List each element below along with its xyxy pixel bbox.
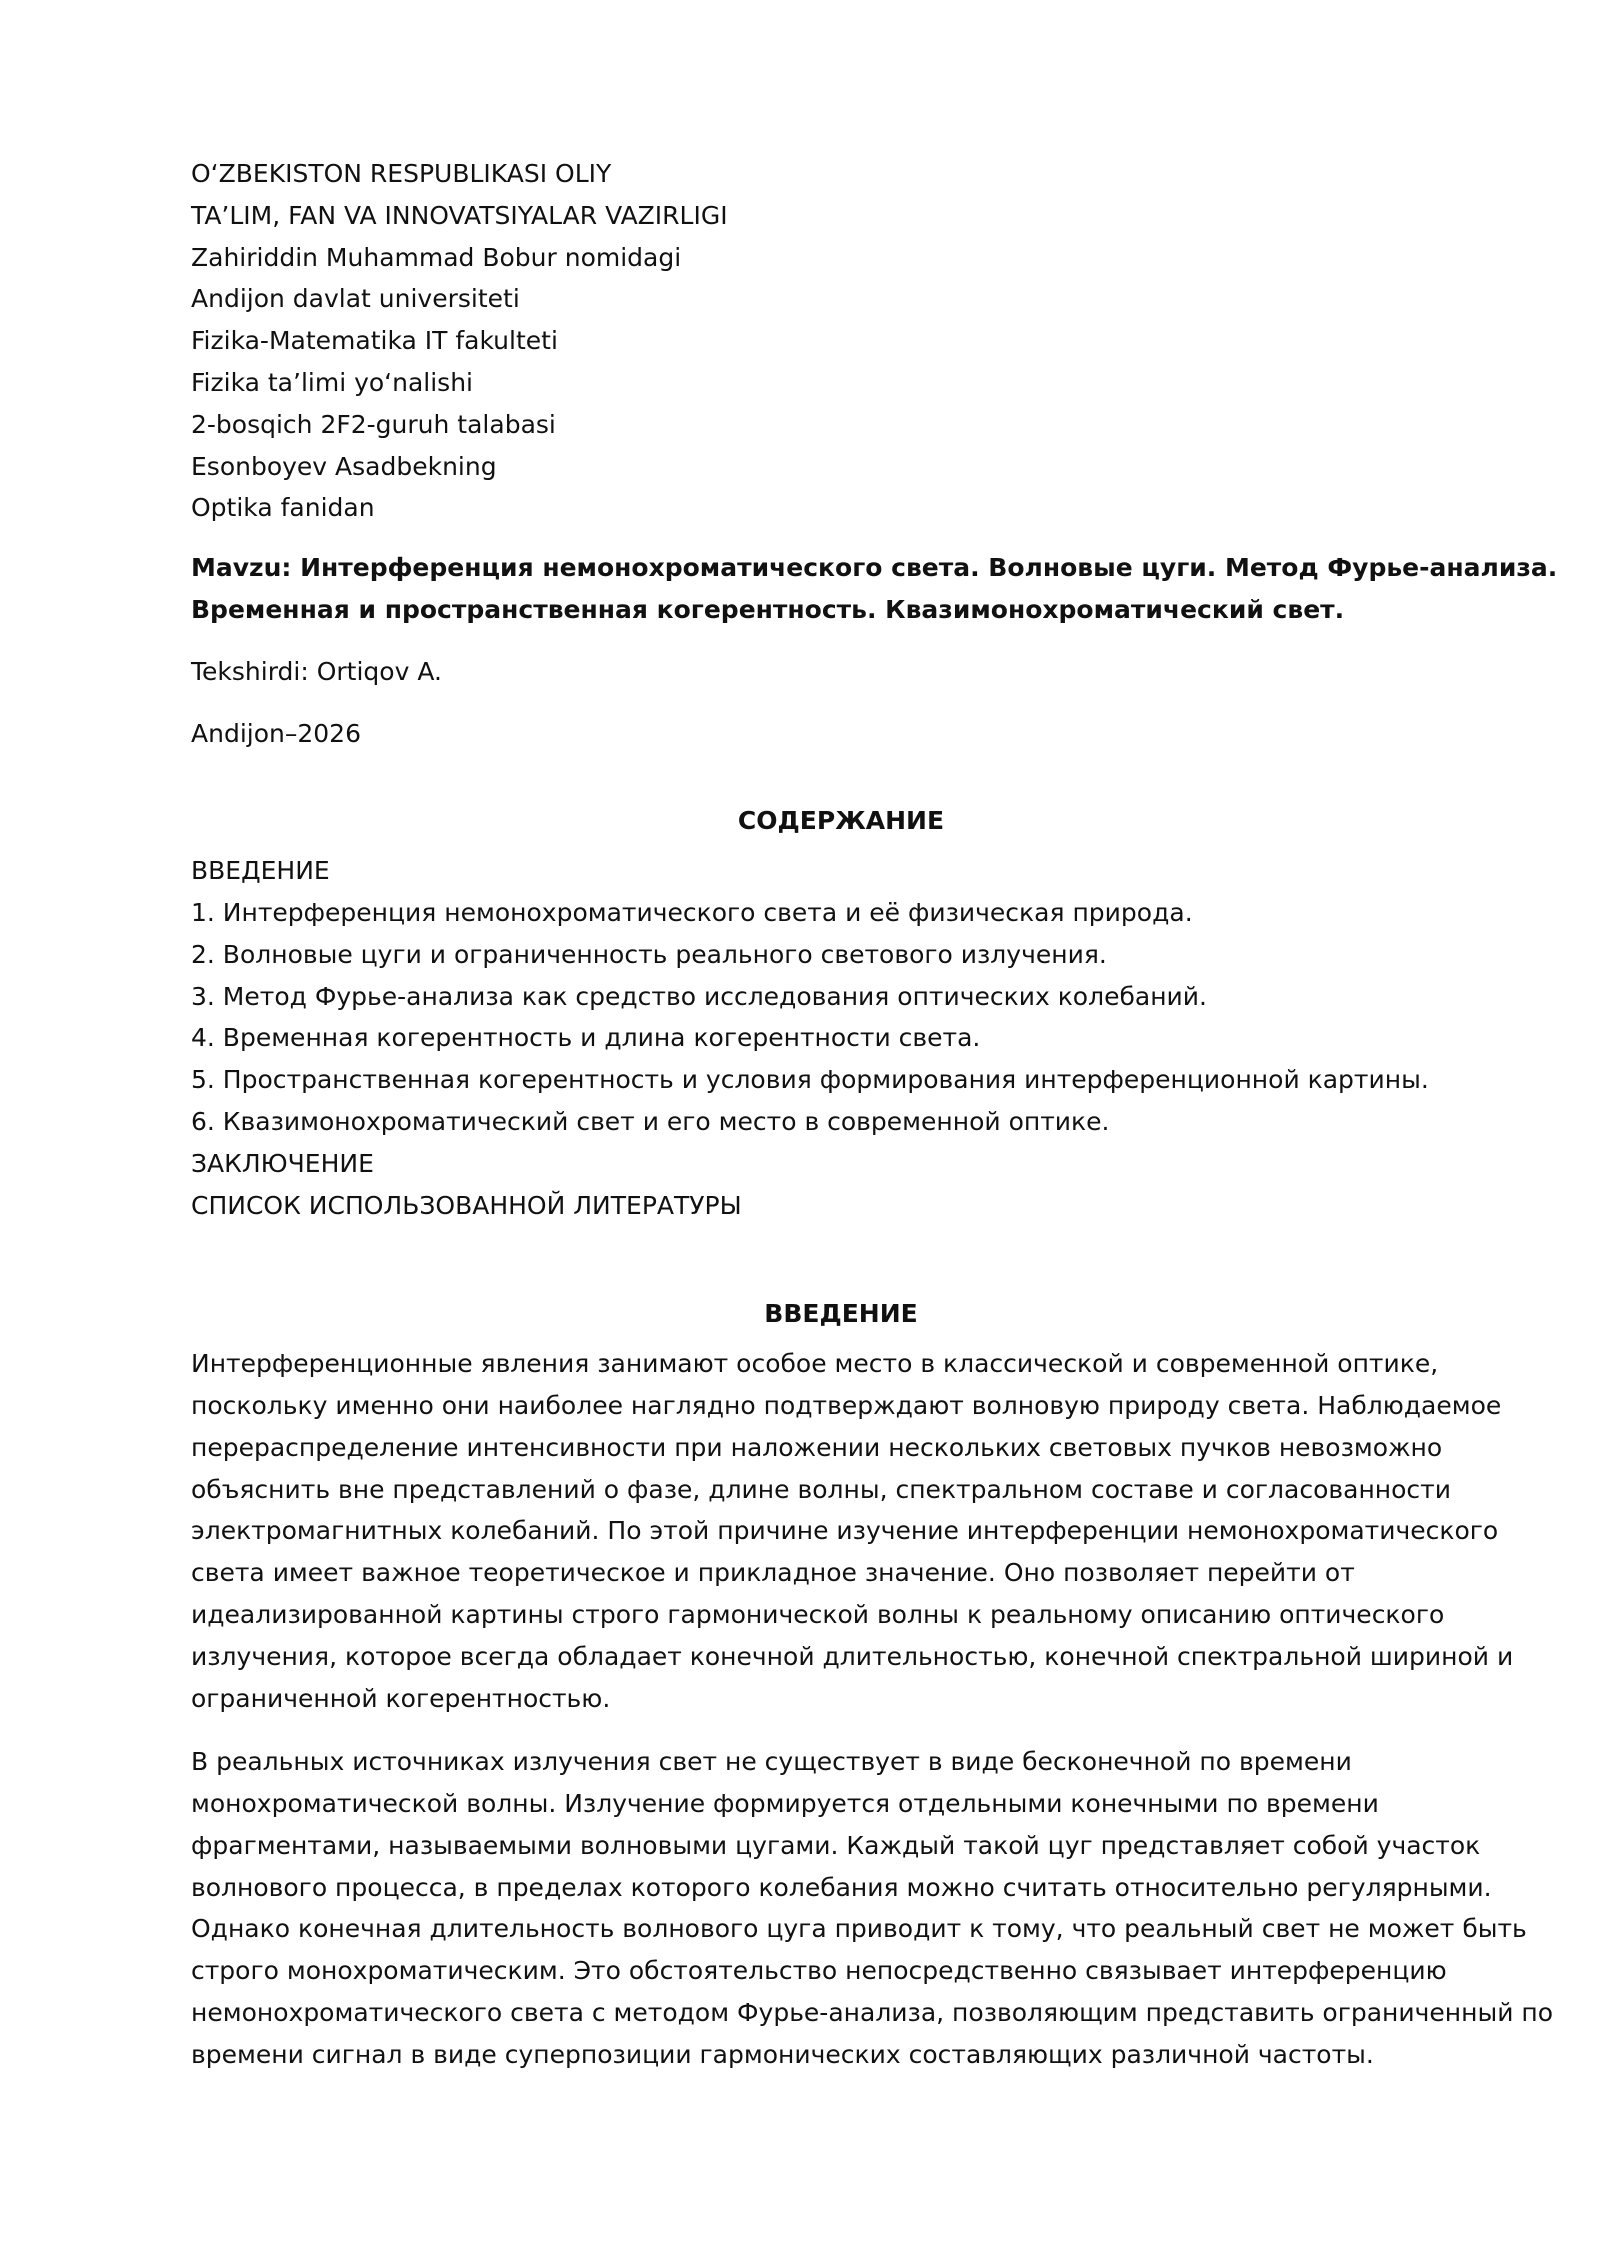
topic-line: Mavzu: Интерференция немонохроматического света. Волновые цуги. Метод Фурье-анализа. — [191, 553, 1558, 583]
toc-item: ЗАКЛЮЧЕНИЕ — [191, 1148, 374, 1178]
paragraph-line: идеализированной картины строго гармонической волны к реальному описанию оптического — [191, 1599, 1445, 1629]
paragraph-line: Однако конечная длительность волнового цуга приводит к тому, что реальный свет не может быть — [191, 1914, 1527, 1944]
toc-item: ВВЕДЕНИЕ — [191, 856, 330, 886]
toc-item: 5. Пространственная когерентность и условия формирования интерференционной картины. — [191, 1065, 1429, 1095]
introduction-paragraph — [191, 1343, 1514, 1719]
header-line-subject: Optika fanidan — [191, 493, 375, 523]
paragraph-line: Интерференционные явления занимают особое место в классической и современной оптике, — [191, 1349, 1439, 1379]
paragraph-line: излучения, которое всегда обладает конечной длительностью, конечной спектральной шириной и — [191, 1641, 1514, 1671]
paragraph-line: света имеет важное теоретическое и прикладное значение. Оно позволяет перейти от — [191, 1558, 1355, 1588]
introduction-title: ВВЕДЕНИЕ — [764, 1299, 918, 1329]
paragraph-line: строго монохроматическим. Это обстоятельство непосредственно связывает интерференцию — [191, 1956, 1447, 1986]
toc-item: 6. Квазимонохроматический свет и его место в современной оптике. — [191, 1106, 1110, 1136]
toc-title: СОДЕРЖАНИЕ — [737, 806, 945, 836]
place-year-line: Andijon–2026 — [191, 718, 361, 748]
header-line-student: Esonboyev Asadbekning — [191, 451, 497, 481]
paragraph-line: волнового процесса, в пределах которого колебания можно считать относительно регулярными. — [191, 1872, 1492, 1902]
paragraph-line: фрагментами, называемыми волновыми цугами. Каждый такой цуг представляет собой участок — [191, 1830, 1481, 1860]
paragraph-line: поскольку именно они наиболее наглядно подтверждают волновую природу света. Наблюдаемое — [191, 1390, 1502, 1420]
paragraph-line: перераспределение интенсивности при наложении нескольких световых пучков невозможно — [191, 1432, 1443, 1462]
toc-item: 3. Метод Фурье-анализа как средство исследования оптических колебаний. — [191, 981, 1207, 1011]
header-line-direction: Fizika ta’limi yo‘nalishi — [191, 367, 473, 397]
introduction-paragraph — [191, 1741, 1554, 2075]
header-line-group: 2-bosqich 2F2-guruh talabasi — [191, 409, 556, 439]
paragraph-line: объяснить вне представлений о фазе, длине волны, спектральном составе и согласованности — [191, 1474, 1451, 1504]
paragraph-line: времени сигнал в виде суперпозиции гармонических составляющих различной частоты. — [191, 2039, 1374, 2069]
paragraph-line: ограниченной когерентностью. — [191, 1683, 611, 1713]
paragraph-line: немонохроматического света с методом Фурье-анализа, позволяющим представить ограниченный по — [191, 1998, 1554, 2028]
header-line-university-2: Andijon davlat universiteti — [191, 284, 520, 314]
paragraph-line: электромагнитных колебаний. По этой причине изучение интерференции немонохроматического — [191, 1516, 1499, 1546]
toc-item: 2. Волновые цуги и ограниченность реального светового излучения. — [191, 939, 1107, 969]
header-line-ministry-1: O‘ZBEKISTON RESPUBLIKASI OLIY — [191, 159, 612, 188]
topic-line: Временная и пространственная когерентность. Квазимонохроматический свет. — [191, 594, 1345, 624]
table-of-contents — [191, 850, 1491, 1226]
header-line-faculty: Fizika-Matematika IT fakulteti — [191, 326, 558, 356]
header-line-university-1: Zahiriddin Muhammad Bobur nomidagi — [191, 242, 682, 272]
paragraph-line: В реальных источниках излучения свет не существует в виде бесконечной по времени — [191, 1747, 1352, 1777]
header-line-ministry-2: TA’LIM, FAN VA INNOVATSIYALAR VAZIRLIGI — [191, 200, 728, 230]
title-page-header — [191, 153, 1491, 529]
toc-item: 1. Интерференция немонохроматического света и её физическая природа. — [191, 897, 1193, 927]
toc-item: 4. Временная когерентность и длина когерентности света. — [191, 1023, 981, 1053]
topic-heading — [191, 547, 1558, 631]
document-content — [191, 153, 1558, 2076]
paragraph-line: монохроматической волны. Излучение формируется отдельными конечными по времени — [191, 1789, 1379, 1819]
toc-item: СПИСОК ИСПОЛЬЗОВАННОЙ ЛИТЕРАТУРЫ — [191, 1190, 742, 1220]
reviewer-line: Tekshirdi: Ortiqov A. — [191, 656, 442, 686]
